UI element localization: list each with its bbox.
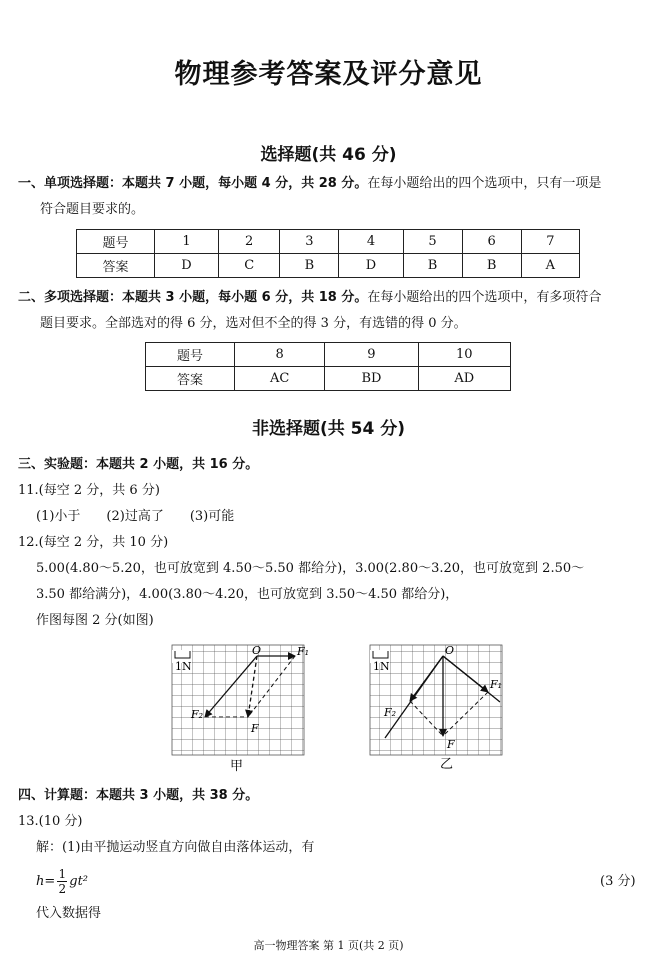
q13-next: 代入数据得 (36, 906, 102, 921)
q1-line2: 符合题目要求的。 (40, 202, 145, 217)
table-row (146, 343, 511, 367)
q11-header: 11.(每空 2 分，共 6 分) (18, 483, 160, 498)
page-title: 物理参考答案及评分意见 (174, 59, 483, 90)
table-cell: 8 (235, 343, 325, 367)
q3-lead: 三、实验题：本题共 2 小题，共 16 分。 (18, 457, 259, 472)
label-f1: F₁ (490, 678, 503, 691)
q13-solution: 解：(1)由平抛运动竖直方向做自由落体运动，有 (36, 840, 315, 855)
scale-label: 1N (175, 660, 192, 673)
caption-right: 乙 (440, 757, 454, 772)
table-cell: 3 (280, 230, 339, 254)
q11-answers: (1)小于 (2)过高了 (3)可能 (36, 509, 235, 524)
diagram-left (172, 644, 309, 772)
section-heading-choice: 选择题(共 46 分) (260, 145, 397, 165)
formula-rest: gt² (69, 873, 89, 889)
q4-lead: 四、计算题：本题共 3 小题，共 38 分。 (18, 788, 259, 803)
q2-lead: 二、多项选择题：本题共 3 小题，每小题 6 分，共 18 分。 (18, 290, 368, 305)
q12-line3: 作图每图 2 分(如图) (36, 613, 154, 628)
table-row (146, 367, 511, 391)
section-heading-non-choice: 非选择题(共 54 分) (251, 419, 406, 439)
table-cell: BD (325, 367, 418, 391)
table-row (77, 230, 580, 254)
table-cell: B (462, 254, 521, 278)
table-cell: AD (418, 367, 510, 391)
table-cell: A (521, 254, 579, 278)
q1-rest: 在每小题给出的四个选项中，只有一项是 (367, 176, 602, 191)
formula (36, 864, 88, 898)
fraction-denominator: 2 (58, 881, 67, 896)
label-f: F (447, 738, 455, 751)
table-cell: 题号 (77, 230, 155, 254)
table-cell: 5 (403, 230, 462, 254)
q2-answer-table (145, 342, 511, 391)
table-cell: 4 (339, 230, 403, 254)
table-cell: 题号 (146, 343, 235, 367)
table-cell: 10 (418, 343, 510, 367)
q12-line1: 5.00(4.80～5.20，也可放宽到 4.50～5.50 都给分)，3.00(2.80～3.20，也可放宽到 2.50～ (36, 561, 585, 576)
fraction-numerator: 1 (58, 866, 67, 881)
q2-line2: 题目要求。全部选对的得 6 分，选对但不全的得 3 分，有选错的得 0 分。 (40, 316, 467, 331)
table-cell: 2 (219, 230, 280, 254)
table-cell: B (403, 254, 462, 278)
table-cell: 答案 (77, 254, 155, 278)
caption-left: 甲 (230, 759, 244, 772)
force-diagrams (170, 640, 520, 772)
scale-label: 1N (373, 660, 390, 673)
q1-line1 (18, 174, 601, 194)
q13-header: 13.(10 分) (18, 814, 83, 829)
label-f2: F₂ (384, 706, 397, 719)
table-cell: 1 (155, 230, 219, 254)
formula-lhs: h= (36, 873, 56, 889)
diagram-right (370, 644, 502, 772)
label-f2: F₂ (191, 708, 204, 721)
q2-line1 (18, 288, 601, 308)
table-cell: D (339, 254, 403, 278)
q2-rest: 在每小题给出的四个选项中，有多项符合 (367, 290, 602, 305)
label-f1: F₁ (297, 645, 310, 658)
q12-line2: 3.50 都给满分)，4.00(3.80～4.20，也可放宽到 3.50～4.50 都给分)， (36, 587, 459, 602)
table-cell: 9 (325, 343, 418, 367)
fraction (57, 867, 67, 896)
label-o: O (252, 644, 262, 657)
q1-answer-table (76, 229, 580, 278)
table-cell: C (219, 254, 280, 278)
table-cell: 6 (462, 230, 521, 254)
q1-lead: 一、单项选择题：本题共 7 小题，每小题 4 分，共 28 分。 (18, 176, 368, 191)
table-cell: B (280, 254, 339, 278)
q12-header: 12.(每空 2 分，共 10 分) (18, 535, 169, 550)
table-cell: 7 (521, 230, 579, 254)
page-footer: 高一物理答案 第 1 页(共 2 页) (253, 939, 404, 952)
label-o: O (445, 644, 455, 657)
score-label: (3 分) (600, 874, 636, 889)
table-cell: AC (235, 367, 325, 391)
label-f: F (251, 722, 259, 735)
table-cell: D (155, 254, 219, 278)
table-cell: 答案 (146, 367, 235, 391)
table-row (77, 254, 580, 278)
